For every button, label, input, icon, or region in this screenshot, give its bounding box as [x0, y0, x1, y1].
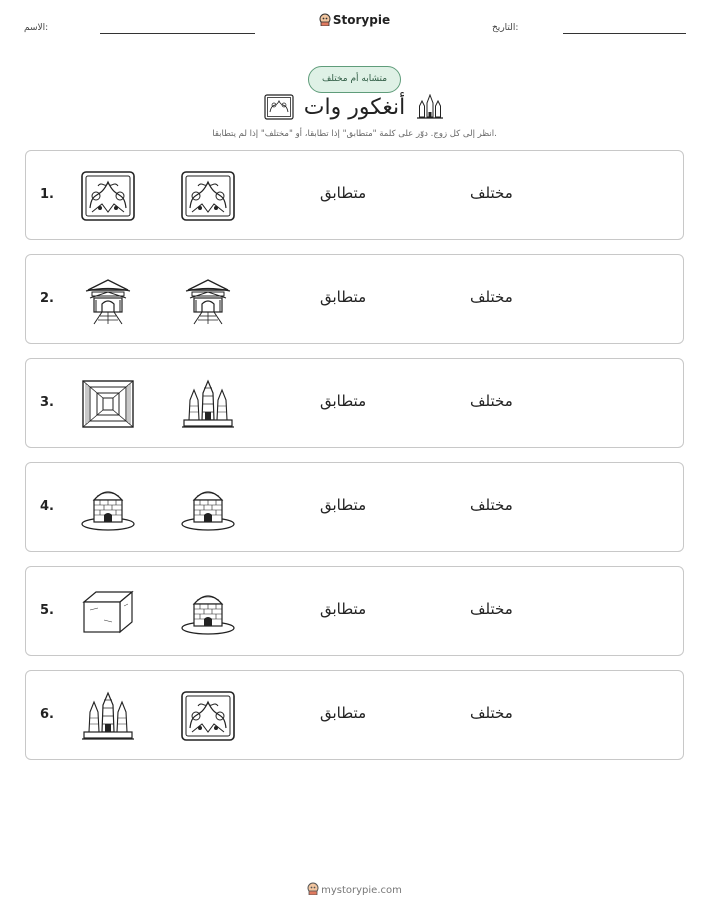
same-option[interactable]: متطابق [320, 184, 367, 202]
storypie-mascot-icon [307, 882, 319, 895]
worksheet-title [0, 94, 709, 126]
stone-corridor-icon [80, 378, 136, 430]
carved-relief-icon [264, 94, 294, 126]
same-option[interactable]: متطابق [320, 288, 367, 306]
different-option[interactable]: مختلف [470, 392, 513, 410]
name-line[interactable] [100, 33, 255, 34]
same-option[interactable]: متطابق [320, 496, 367, 514]
temple-gate-icon [180, 274, 236, 326]
temple-towers-icon [415, 94, 445, 126]
carved-relief-icon [180, 690, 236, 742]
temple-towers-icon [180, 378, 236, 430]
pair-row-4 [25, 462, 684, 552]
same-option[interactable]: متطابق [320, 600, 367, 618]
different-option[interactable]: مختلف [470, 496, 513, 514]
row-number: 5. [40, 603, 54, 618]
different-option[interactable]: مختلف [470, 184, 513, 202]
carved-relief-icon [80, 170, 136, 222]
brand-name: Storypie [332, 13, 391, 27]
date-label: التاريخ: [492, 23, 519, 33]
different-option[interactable]: مختلف [470, 704, 513, 722]
pair-row-3 [25, 358, 684, 448]
brick-tower-island-icon [180, 482, 236, 534]
date-line[interactable] [563, 33, 686, 34]
footer [0, 882, 709, 896]
pair-row-6 [25, 670, 684, 760]
row-number: 2. [40, 291, 54, 306]
name-label: الاسم: [24, 23, 49, 33]
row-number: 6. [40, 707, 54, 722]
row-number: 3. [40, 395, 54, 410]
title-text: أنغكور وات [303, 95, 406, 120]
temple-towers-icon [80, 690, 136, 742]
topic-badge: متشابه أم مختلف [308, 66, 401, 93]
brick-tower-island-icon [180, 586, 236, 638]
pair-row-1 [25, 150, 684, 240]
carved-relief-icon [180, 170, 236, 222]
stone-block-icon [80, 586, 136, 638]
temple-gate-icon [80, 274, 136, 326]
different-option[interactable]: مختلف [470, 600, 513, 618]
brick-tower-island-icon [80, 482, 136, 534]
different-option[interactable]: مختلف [470, 288, 513, 306]
instructions-text: انظر إلى كل زوج. دوّر على كلمة "متطابق" إذا تطابقا، أو "مختلف" إذا لم يتطابقا. [212, 129, 497, 139]
storypie-mascot-icon [319, 13, 331, 26]
footer-url[interactable]: mystorypie.com [321, 885, 402, 896]
row-number: 1. [40, 187, 54, 202]
same-option[interactable]: متطابق [320, 704, 367, 722]
same-option[interactable]: متطابق [320, 392, 367, 410]
pair-row-2 [25, 254, 684, 344]
row-number: 4. [40, 499, 54, 514]
pair-row-5 [25, 566, 684, 656]
brand-logo [0, 13, 709, 27]
